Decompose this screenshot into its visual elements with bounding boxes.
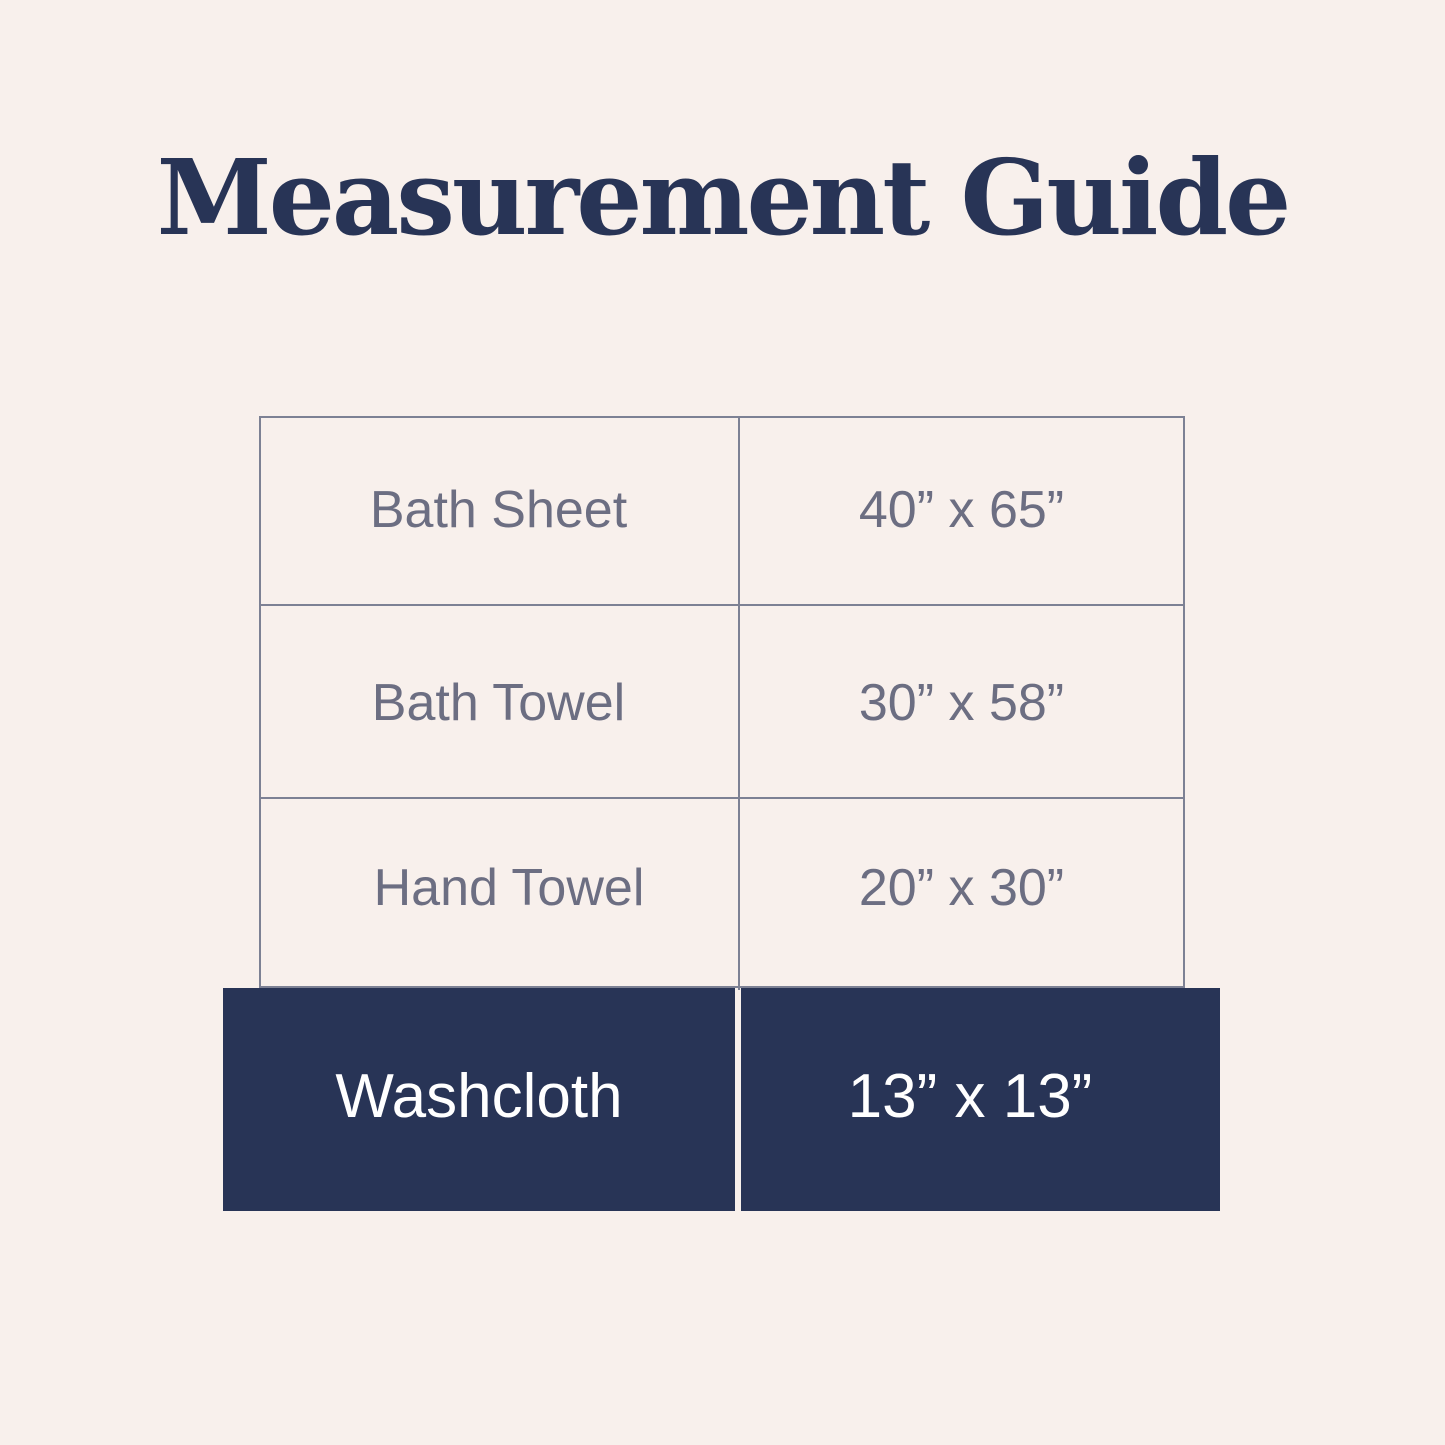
row-bath-towel-name: Bath Towel	[371, 674, 626, 732]
row-hand-towel-size: 20” x 30”	[858, 859, 1065, 917]
row-bath-sheet-name: Bath Sheet	[369, 481, 628, 539]
row-washcloth-size: 13” x 13”	[847, 1062, 1093, 1131]
row-divider	[261, 797, 1183, 799]
row-divider	[261, 604, 1183, 606]
row-bath-sheet-size: 40” x 65”	[858, 481, 1065, 539]
row-bath-towel-size: 30” x 58”	[858, 674, 1065, 732]
row-hand-towel-name: Hand Towel	[373, 859, 645, 917]
row-washcloth-name: Washcloth	[335, 1062, 623, 1131]
page-title: Measurement Guide	[156, 136, 1289, 259]
